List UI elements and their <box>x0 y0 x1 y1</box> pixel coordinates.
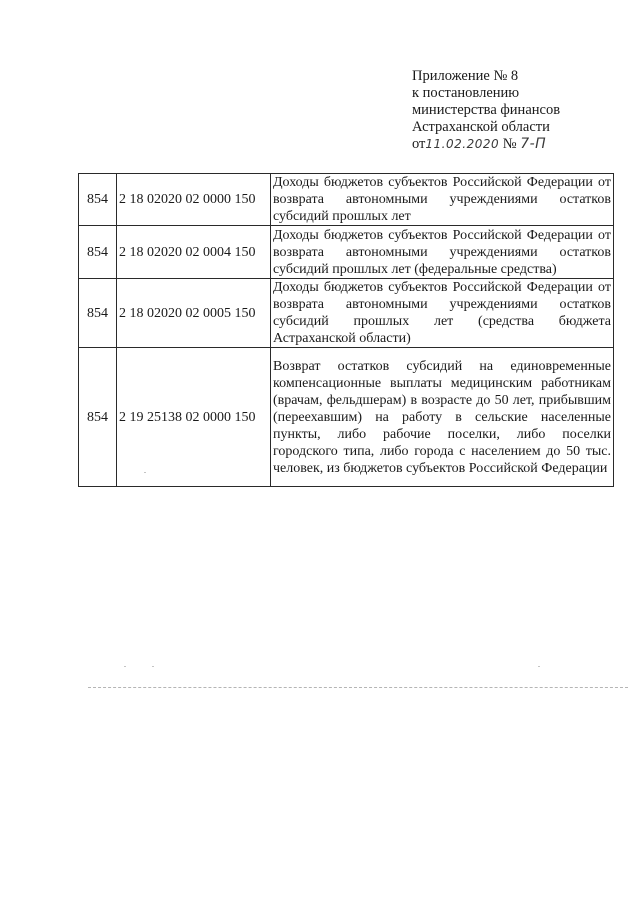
scan-speck <box>144 472 146 473</box>
ministry-name: министерства финансов <box>412 102 561 118</box>
budget-code-cell: 2 19 25138 02 0000 150 <box>117 348 271 487</box>
budget-codes-table <box>78 173 614 487</box>
admin-code-cell: 854 <box>79 174 117 226</box>
admin-code-cell: 854 <box>79 226 117 279</box>
number-prefix: № <box>502 136 517 152</box>
budget-code-cell: 2 18 02020 02 0005 150 <box>117 279 271 348</box>
handwritten-date: 11.02.2020 <box>425 137 500 151</box>
income-name-cell: Доходы бюджетов субъектов Российской Федерации от возврата автономными учреждениями остатков субсидий прошлых лет (средства бюджета Астраханской области) <box>271 279 614 348</box>
admin-code-cell: 854 <box>79 348 117 487</box>
scan-speck <box>538 666 540 667</box>
scan-speck <box>124 666 126 667</box>
resolution-ref: к постановлению <box>412 85 520 101</box>
appendix-title: Приложение № 8 <box>412 68 519 84</box>
table-row <box>79 174 614 226</box>
income-name-cell: Доходы бюджетов субъектов Российской Федерации от возврата автономными учреждениями остатков субсидий прошлых лет (федеральные средства) <box>271 226 614 279</box>
budget-code-cell: 2 18 02020 02 0004 150 <box>117 226 271 279</box>
region-name: Астраханской области <box>412 119 550 135</box>
income-name-cell: Доходы бюджетов субъектов Российской Федерации от возврата автономными учреждениями остатков субсидий прошлых лет <box>271 174 614 226</box>
table-row <box>79 348 614 487</box>
table-row <box>79 226 614 279</box>
scan-artifact-line <box>88 687 628 688</box>
date-number-line <box>412 136 627 153</box>
income-name-cell: Возврат остатков субсидий на единовременные компенсационные выплаты медицинским работникам (врачам, фельдшерам) в возрасте до 50 лет, прибывшим (переехавшим) на работу в сельские населенные пункты, либо рабочие поселки, либо поселки городского типа, либо города с населением до 50 тыс. человек, из бюджетов субъектов Российской Федерации <box>271 348 614 487</box>
date-prefix: от <box>412 136 426 152</box>
scan-speck <box>152 666 154 667</box>
appendix-header <box>412 68 627 153</box>
budget-code-cell: 2 18 02020 02 0000 150 <box>117 174 271 226</box>
admin-code-cell: 854 <box>79 279 117 348</box>
table-row <box>79 279 614 348</box>
handwritten-number: 7-П <box>520 136 547 152</box>
